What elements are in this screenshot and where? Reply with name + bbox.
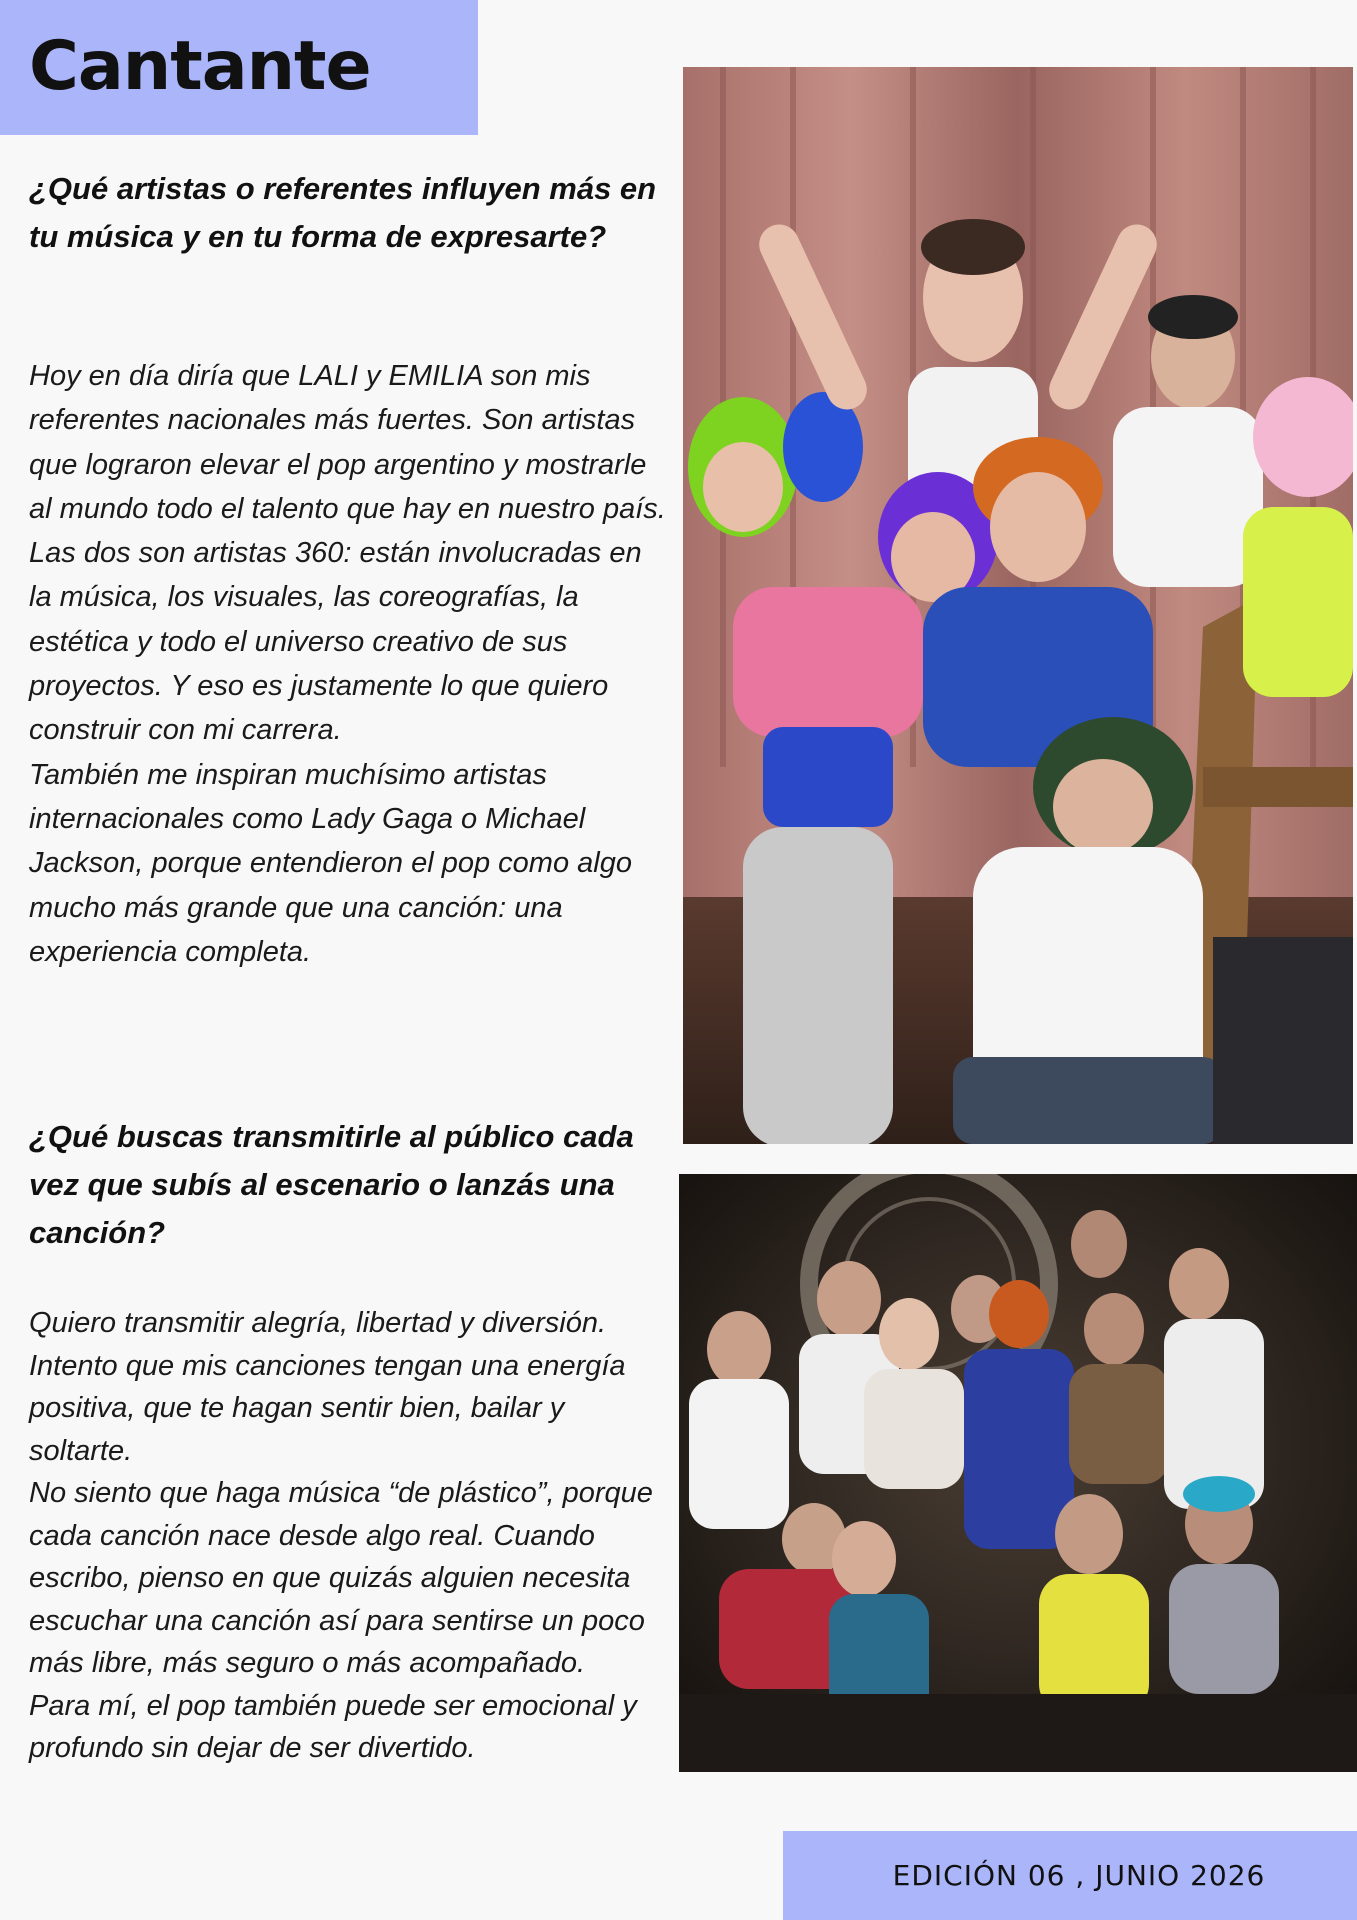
answer-1 [29, 354, 669, 974]
answer-1-paragraph: También me inspiran muchísimo artistas internacionales como Lady Gaga o Michael Jackson, porque entendieron el pop como algo mucho más grande que una canción: una experiencia completa. [29, 758, 632, 968]
edition-banner [783, 1831, 1357, 1920]
photo-stage-illustration [679, 1174, 1357, 1772]
answer-2-paragraph: Quiero transmitir alegría, libertad y diversión. Intento que mis canciones tengan una energía positiva, que te hagan sentir bien, bailar y soltarte. [29, 1307, 626, 1467]
answer-1-paragraph: Las dos son artistas 360: están involucradas en la música, los visuales, las coreografías, la estética y todo el universo creativo de sus proyectos. Y eso es justamente lo que quiero construir con mi carrera. [29, 537, 642, 747]
answer-block-1 [29, 354, 669, 974]
page-title: Cantante [29, 27, 371, 106]
answer-2-paragraph: Para mí, el pop también puede ser emocional y profundo sin dejar de ser divertido. [29, 1689, 637, 1764]
question-block-2 [29, 1113, 669, 1257]
answer-2 [29, 1302, 669, 1770]
question-2: ¿Qué buscas transmitirle al público cada vez que subís al escenario o lanzás una canción? [29, 1119, 634, 1250]
title-banner [0, 0, 478, 135]
group-photo-backstage [683, 67, 1353, 1144]
group-photo-stage [679, 1174, 1357, 1772]
edition-label: EDICIÓN 06 , JUNIO 2026 [892, 1859, 1266, 1892]
question-1: ¿Qué artistas o referentes influyen más en tu música y en tu forma de expresarte? [29, 171, 657, 254]
answer-block-2 [29, 1302, 669, 1770]
answer-1-paragraph: Hoy en día diría que LALI y EMILIA son mis referentes nacionales más fuertes. Son artistas que lograron elevar el pop argentino y mostrarle al mundo todo el talento que hay en nuestro país. [29, 360, 666, 525]
answer-2-paragraph: No siento que haga música “de plástico”, porque cada canción nace desde algo real. Cuando escribo, pienso en que quizás alguien necesita escuchar una canción así para sentirse un poco más libre, más seguro o más acompañado. [29, 1477, 653, 1679]
photo-backstage-illustration [683, 67, 1353, 1144]
question-block-1 [29, 165, 669, 261]
